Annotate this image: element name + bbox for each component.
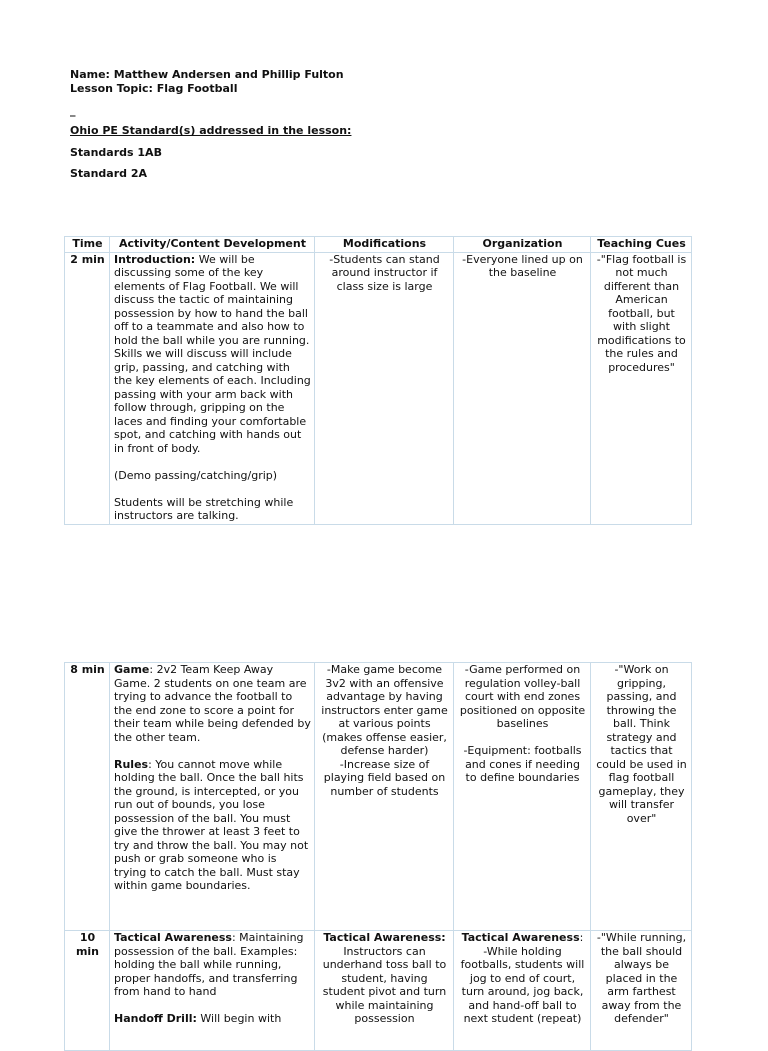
time-cell: 2 min [65,252,110,524]
time-cell: 8 min [65,663,110,931]
handoff-drill-text: Will begin with [196,1012,282,1025]
modification-2: -Increase size of playing field based on number of students [323,757,446,798]
game-text: : 2v2 Team Keep Away Game. 2 students on one team are trying to advance the football to the end zone to score a point for their team while being defended by the other team. [114,663,311,744]
lesson-table-1 [64,236,692,525]
col-organization: Organization [454,237,591,253]
organization-cell: -Everyone lined up on the baseline [454,252,591,524]
time-cell: 10 min [65,931,110,1051]
standard-1: Standards 1AB [70,146,162,159]
modifications-cell [315,931,454,1051]
teaching-cues-cell: -"While running, the ball should always be placed in the arm farthest away from the defender" [591,931,692,1051]
tactical-label: Tactical Awareness [114,931,232,944]
activity-cell [110,252,315,524]
org-tactical-text: -While holding footballs, students will jog to end of court, turn around, jog back, and hand-off ball to next student (repeat) [460,944,585,1025]
col-modifications: Modifications [315,237,454,253]
demo-note: (Demo passing/catching/grip) [114,468,278,482]
table-header-row [65,237,692,253]
activity-cell [110,663,315,931]
tactical-text: : Maintaining possession of the ball. Examples: holding the ball while running, proper handoffs, and transferring from hand to hand [114,931,304,998]
stretch-note: Students will be stretching while instructors are talking. [114,495,294,522]
lesson-table-2 [64,662,692,1051]
modification-1: -Make game become 3v2 with an offensive advantage by having instructors enter game at various points (makes offense easier, defense harder) [321,663,448,757]
mod-tactical-label: Tactical Awareness: [323,931,446,944]
standards-heading: Ohio PE Standard(s) addressed in the lesson: [70,124,352,137]
teaching-cues-cell: -"Work on gripping, passing, and throwing the ball. Think strategy and tactics that could be used in flag football gameplay, they will transfer over" [591,663,692,931]
handoff-drill-label: Handoff Drill: [114,1012,197,1025]
activity-cell [110,931,315,1051]
table-row [65,931,692,1051]
col-activity: Activity/Content Development [110,237,315,253]
organization-1: -Game performed on regulation volley-ball court with end zones positioned on opposite baselines [459,663,586,730]
game-label: Game [114,663,150,676]
org-tactical-colon: : [579,931,584,944]
organization-cell [454,663,591,931]
organization-2: -Equipment: footballs and cones if needing to define boundaries [463,744,582,784]
modifications-cell: -Students can stand around instructor if class size is large [315,252,454,524]
modifications-cell [315,663,454,931]
col-time: Time [65,237,110,253]
intro-text: We will be discussing some of the key elements of Flag Football. We will discuss the tactic of maintaining possession by how to hand the ball off to a teammate and also how to hold the ball while you are running. Skills we will discuss will include grip, passing, and catching with the key elements of each. Including passing with your arm back with follow through, gripping on the laces and finding your comfortable spot, and catching with hands out in front of body. [114,252,311,455]
mod-tactical-text: Instructors can underhand toss ball to student, having student pivot and turn while maintaining possession [322,944,447,1025]
organization-cell [454,931,591,1051]
col-teaching-cues: Teaching Cues [591,237,692,253]
dash-mark: _ [70,104,76,117]
rules-label: Rules [114,757,149,771]
org-tactical-label: Tactical Awareness [461,931,580,944]
rules-text: : You cannot move while holding the ball. Once the ball hits the ground, is intercepted, or you run out of bounds, you lose possession of the ball. You must give the thrower at least 3 feet to try and throw the ball. You may not push or grab someone who is trying to catch the ball. Must stay within game boundaries. [114,757,309,892]
intro-label: Introduction: [114,252,196,266]
lesson-topic: Lesson Topic: Flag Football [70,82,238,95]
table-row [65,252,692,524]
teaching-cues-cell: -"Flag football is not much different than American football, but with slight modifications to the rules and procedures" [591,252,692,524]
student-names: Name: Matthew Andersen and Phillip Fulton [70,68,344,81]
standard-2: Standard 2A [70,167,148,180]
table-row [65,663,692,931]
